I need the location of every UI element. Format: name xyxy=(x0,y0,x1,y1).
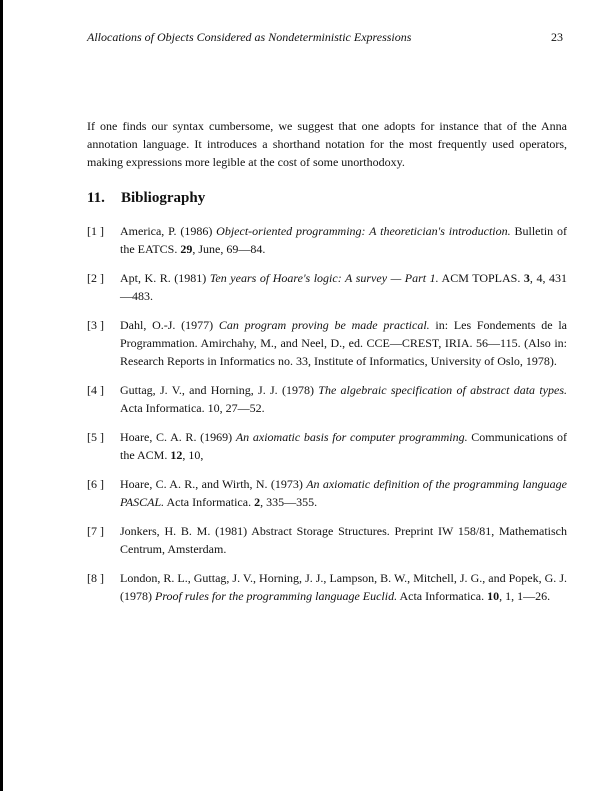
reference-title: Ten years of Hoare's logic: A survey — Part 1. xyxy=(209,271,439,285)
reference-volume: 12 xyxy=(170,448,183,462)
reference-authors: Dahl, O.-J. (1977) xyxy=(120,318,219,332)
reference-volume: 10 xyxy=(487,589,500,603)
reference-pages: , 10, xyxy=(182,448,204,462)
section-heading xyxy=(87,190,205,207)
reference-source: ACM TOPLAS. xyxy=(438,271,524,285)
reference-list xyxy=(87,222,567,616)
reference-number: [7 ] xyxy=(87,524,104,538)
reference-source: Acta Informatica. xyxy=(164,495,255,509)
reference-number: [8 ] xyxy=(87,571,104,585)
intro-paragraph: If one finds our syntax cumbersome, we suggest that one adopts for instance that of the Anna annotation language. It introduces a shorthand notation for the most frequently used operators, making expressions more legible at the cost of some unorthodoxy. xyxy=(87,119,567,169)
reference-title: Proof rules for the programming language Euclid. xyxy=(155,589,398,603)
reference-pages: , June, 69—84. xyxy=(192,242,266,256)
reference-title: An axiomatic basis for computer programming. xyxy=(235,430,468,444)
reference-title: An axiomatic definition of the programming language PASCAL. xyxy=(120,477,567,509)
reference-authors: America, P. (1986) xyxy=(120,224,217,238)
reference-number: [5 ] xyxy=(87,430,104,444)
reference-pages: , 335—355. xyxy=(260,495,318,509)
page-edge-bar xyxy=(0,0,3,791)
reference-authors: London, R. L., Guttag, J. V., Horning, J. J., Lampson, B. W., Mitchell, J. G., and Popek, G. J. (1978) xyxy=(120,571,567,603)
reference-number: [1 ] xyxy=(87,224,104,238)
page-number: 23 xyxy=(551,30,563,44)
reference-number: [4 ] xyxy=(87,383,104,397)
reference-volume: 2 xyxy=(254,495,261,509)
reference-item-8 xyxy=(87,569,567,605)
reference-source: Communications of the ACM. xyxy=(120,430,567,462)
section-title: Bibliography xyxy=(121,190,206,206)
reference-source: Acta Informatica. xyxy=(397,589,488,603)
reference-item-4 xyxy=(87,381,567,417)
reference-authors: Hoare, C. A. R., and Wirth, N. (1973) xyxy=(120,477,307,491)
reference-item-1 xyxy=(87,222,567,258)
reference-volume: 3 xyxy=(523,271,530,285)
reference-source: in: Les Fondements de la Programmation. Amirchahy, M., and Neel, D., ed. CCE—CREST, IRIA. 56—115. (Also in: Research Reports in Informatics no. 33, Institute of Informatics, University of Oslo, 1978). xyxy=(120,318,568,368)
reference-pages: , 4, 431—483. xyxy=(120,271,567,303)
reference-authors: Jonkers, H. B. M. (1981) Abstract Storage Structures. Preprint IW 158/81, Mathematisch Centrum, Amsterdam. xyxy=(120,524,567,556)
reference-number: [3 ] xyxy=(87,318,104,332)
reference-title: Can program proving be made practical. xyxy=(218,318,430,332)
reference-number: [2 ] xyxy=(87,271,104,285)
reference-source: Acta Informatica. 10, 27—52. xyxy=(120,401,265,415)
reference-authors: Apt, K. R. (1981) xyxy=(120,271,210,285)
reference-pages: , 1, 1—26. xyxy=(499,589,551,603)
reference-item-5 xyxy=(87,428,567,464)
section-number: 11. xyxy=(87,190,105,206)
reference-authors: Hoare, C. A. R. (1969) xyxy=(120,430,236,444)
reference-source: Bulletin of the EATCS. xyxy=(120,224,567,256)
reference-authors: Guttag, J. V., and Horning, J. J. (1978) xyxy=(120,383,319,397)
reference-item-3 xyxy=(87,316,567,370)
reference-title: Object-oriented programming: A theoretician's introduction. xyxy=(216,224,511,238)
running-header-title: Allocations of Objects Considered as Nondeterministic Expressions xyxy=(87,30,412,44)
reference-number: [6 ] xyxy=(87,477,104,491)
reference-item-7 xyxy=(87,522,567,558)
reference-volume: 29 xyxy=(180,242,193,256)
reference-title: The algebraic specification of abstract data types. xyxy=(318,383,568,397)
reference-item-6 xyxy=(87,475,567,511)
reference-item-2 xyxy=(87,269,567,305)
